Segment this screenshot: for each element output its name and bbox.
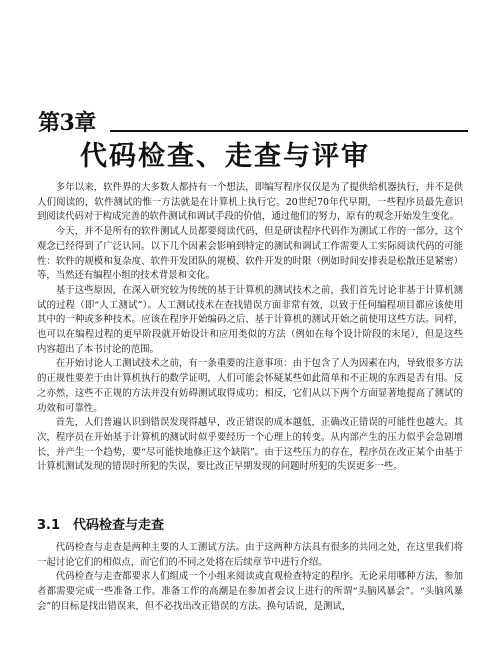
chapter-label: 第3章 — [38, 110, 96, 136]
paragraph: 今天，并不是所有的软件测试人员都要阅读代码，但是研读程序代码作为测试工作的一部分，这个观念已经得到了广泛认同。以下几个因素会影响到特定的测试和调试工作需要人工实际阅读代码的可能性：软件的规模和复杂度、软件开发团队的规模、软件开发的时限（例如时间安排表是松散还是紧密）等，当然还有编程小组的技术背景和文化。 — [37, 226, 463, 282]
paragraph: 代码检查与走查都要求人们组成一个小组来阅读或直观检查特定的程序。无论采用哪种方法，参加者都需要完成一些准备工作。准备工作的高潮是在参加者会议上进行的所谓“头脑风暴会”。“头脑风暴会”的目标是找出错误来，但不必找出改正错误的方法。换句话说，是测试， — [37, 571, 463, 612]
section-number: 3.1 — [37, 518, 61, 533]
paragraph: 首先，人们普遍认识到错误发现得越早，改正错误的成本越低，正确改正错误的可能性也越大。其次，程序员在开始基于计算机的测试时似乎要经历一个心理上的转变。从内部产生的压力似乎会急剧增长，并产生一个趋势，要“尽可能快地修正这个缺陷”。由于这些压力的存在，程序员在改正某个由基于计算机测试发现的错误时所犯的失误，要比改正早期发现的问题时所犯的失误更多一些。 — [37, 417, 463, 473]
intro-text — [37, 181, 463, 475]
section-heading — [37, 516, 463, 536]
chapter-rule — [110, 130, 468, 132]
paragraph: 代码检查与走查是两种主要的人工测试方法。由于这两种方法具有很多的共同之处，在这里我们将一起讨论它们的相似点，而它们的不同之处将在后续章节中进行介绍。 — [37, 542, 463, 568]
section-text — [37, 541, 463, 615]
paragraph: 基于这些原因，在深入研究较为传统的基于计算机的测试技术之前，我们首先讨论非基于计算机测试的过程（即“人工测试”）。人工测试技术在查找错误方面非常有效，以致于任何编程项目都应该使用其中的一种或多种技术。应该在程序开始编码之后、基于计算机的测试开始之前使用这些方法。同样，也可以在编程过程的更早阶段就开始设计和应用类似的方法（例如在每个设计阶段的末尾），但是这些内容超出了本书讨论的范围。 — [37, 284, 463, 355]
chapter-title: 代码检查、走查与评审 — [80, 141, 370, 172]
paragraph: 在开始讨论人工测试技术之前，有一条重要的注意事项：由于包含了人为因素在内，导致很多方法的正规性要差于由计算机执行的数学证明，人们可能会怀疑某些如此简单和不正规的东西是否有用。反之亦然，这些不正规的方法并没有妨碍测试取得成功；相反，它们从以下两个方面显著地提高了测试的功效和可靠性。 — [37, 358, 463, 414]
section-title: 代码检查与走查 — [73, 518, 165, 533]
chapter-heading — [38, 108, 468, 138]
paragraph: 多年以来，软件界的大多数人都持有一个想法，即编写程序仅仅是为了提供给机器执行，并不是供人们阅读的，软件测试的惟一方法就是在计算机上执行它。20世纪70年代早期，一些程序员最先意识到阅读代码对于构成完善的软件测试和调试手段的价值，通过他们的努力，原有的观念开始发生变化。 — [37, 182, 463, 223]
